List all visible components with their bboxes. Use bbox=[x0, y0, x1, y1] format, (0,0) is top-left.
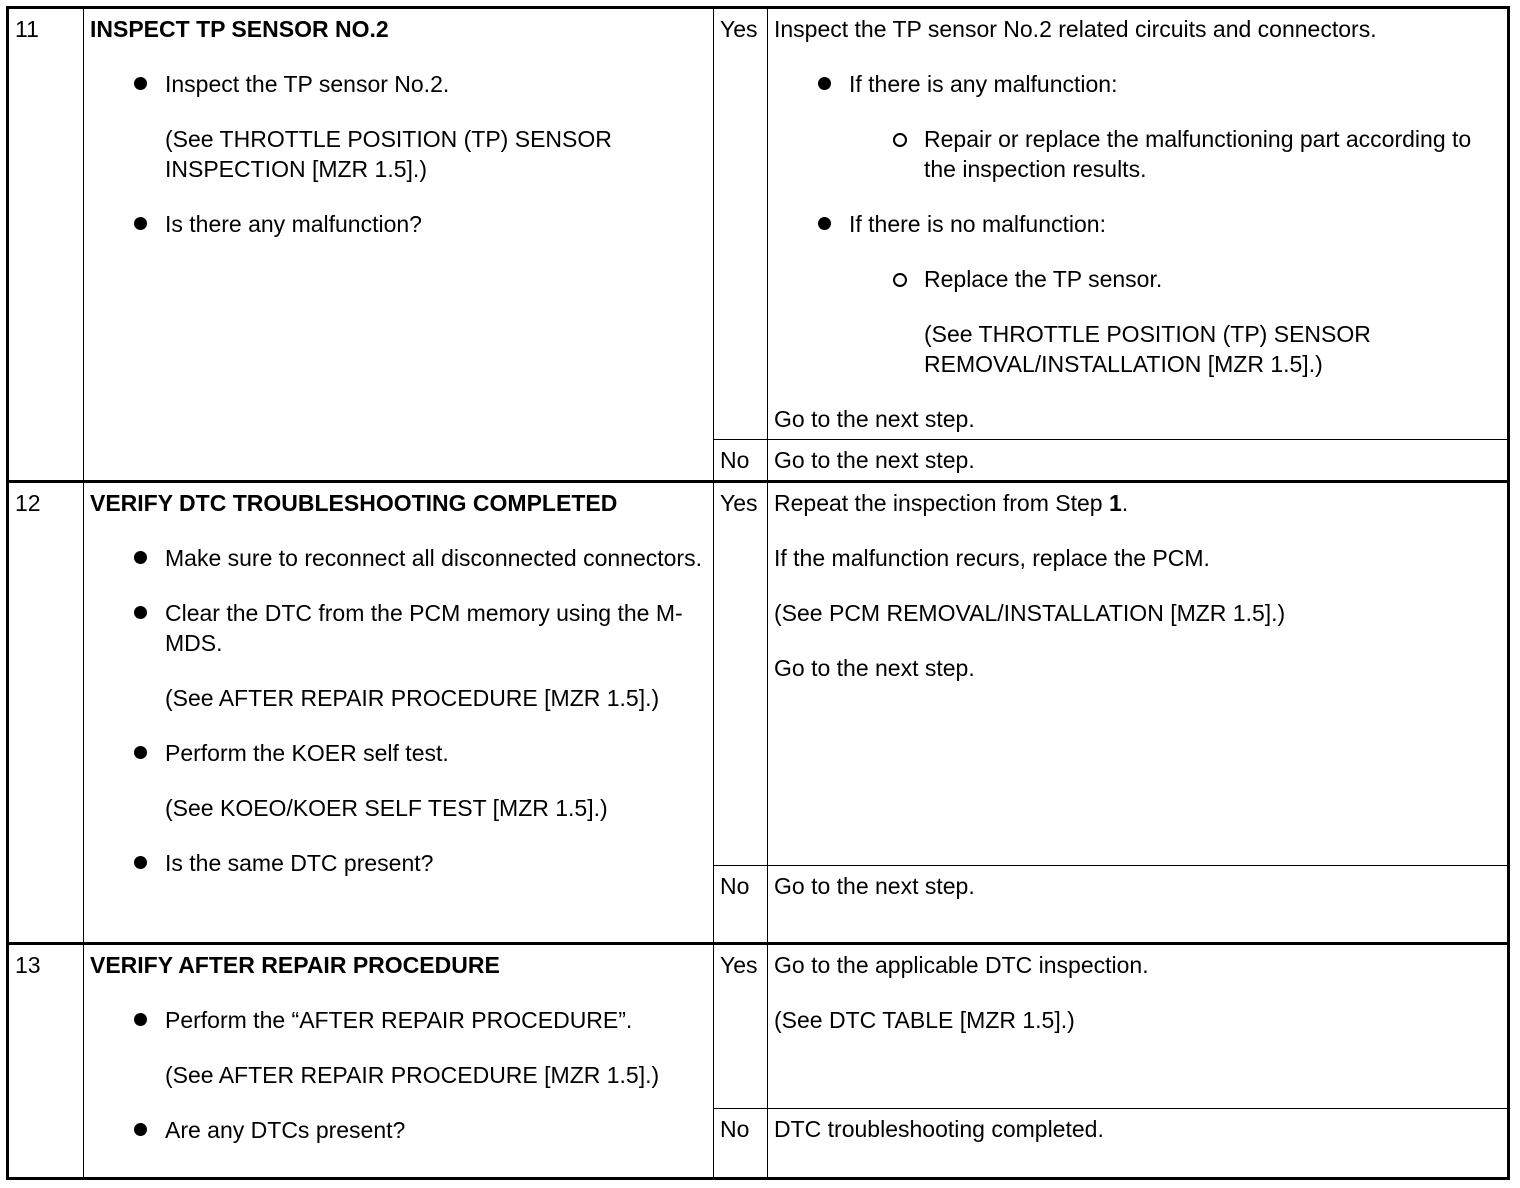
sub-list-item: Replace the TP sensor. bbox=[774, 264, 1501, 294]
list-item: Inspect the TP sensor No.2. bbox=[90, 69, 707, 99]
no-label: No bbox=[714, 440, 768, 482]
yes-label: Yes bbox=[714, 482, 768, 866]
no-action: Go to the next step. bbox=[768, 440, 1509, 482]
circle-bullet-icon bbox=[893, 273, 907, 287]
bullet-icon bbox=[134, 746, 147, 759]
sub-list-item: Repair or replace the malfunctioning part according to the inspection results. bbox=[774, 124, 1501, 184]
bullet-icon bbox=[134, 217, 147, 230]
step-row bbox=[8, 482, 1509, 866]
step-number: 11 bbox=[8, 8, 84, 482]
no-action: Go to the next step. bbox=[768, 866, 1509, 944]
step-number: 12 bbox=[8, 482, 84, 944]
list-item: Make sure to reconnect all disconnected connectors. bbox=[90, 543, 707, 573]
list-item: Perform the “AFTER REPAIR PROCEDURE”. bbox=[90, 1005, 707, 1035]
yes-action: Go to the applicable DTC inspection. (See DTC TABLE [MZR 1.5].) bbox=[768, 944, 1509, 1109]
yes-action: Inspect the TP sensor No.2 related circuits and connectors. If there is any malfunction: Repair or replace the malfunctioning part according to the inspection results. If there is no malfunction: Replace the TP sensor. (See THROTTLE POSITION (TP) SENSOR REMOVAL/INSTALLATION [MZR 1.5].) Go to the next step. bbox=[768, 8, 1509, 440]
reference-text: (See AFTER REPAIR PROCEDURE [MZR 1.5].) bbox=[165, 1062, 660, 1088]
list-item: Is there any malfunction? bbox=[90, 209, 707, 239]
bullet-icon bbox=[134, 1123, 147, 1136]
bullet-icon bbox=[134, 856, 147, 869]
bullet-icon bbox=[134, 77, 147, 90]
no-action: DTC troubleshooting completed. bbox=[768, 1109, 1509, 1179]
step-title: VERIFY DTC TROUBLESHOOTING COMPLETED bbox=[90, 490, 618, 516]
yes-label: Yes bbox=[714, 8, 768, 440]
no-label: No bbox=[714, 1109, 768, 1179]
yes-action: Repeat the inspection from Step 1. If the malfunction recurs, replace the PCM. (See PCM REMOVAL/INSTALLATION [MZR 1.5].) Go to the next step. bbox=[768, 482, 1509, 866]
bullet-icon bbox=[818, 77, 831, 90]
step-row bbox=[8, 8, 1509, 440]
reference-text: (See KOEO/KOER SELF TEST [MZR 1.5].) bbox=[165, 795, 608, 821]
yes-label: Yes bbox=[714, 944, 768, 1109]
bullet-icon bbox=[134, 551, 147, 564]
circle-bullet-icon bbox=[893, 133, 907, 147]
list-item: Are any DTCs present? bbox=[90, 1115, 707, 1145]
reference-text: (See THROTTLE POSITION (TP) SENSOR INSPECTION [MZR 1.5].) bbox=[165, 126, 612, 182]
step-link: 1 bbox=[1108, 490, 1122, 516]
list-item: Perform the KOER self test. bbox=[90, 738, 707, 768]
bullet-icon bbox=[134, 606, 147, 619]
step-title: INSPECT TP SENSOR NO.2 bbox=[90, 16, 389, 42]
troubleshooting-table bbox=[6, 6, 1510, 1180]
step-description bbox=[84, 8, 714, 482]
step-title: VERIFY AFTER REPAIR PROCEDURE bbox=[90, 952, 500, 978]
list-item: Is the same DTC present? bbox=[90, 848, 707, 878]
step-number: 13 bbox=[8, 944, 84, 1179]
reference-text: (See AFTER REPAIR PROCEDURE [MZR 1.5].) bbox=[165, 685, 660, 711]
reference-text: (See THROTTLE POSITION (TP) SENSOR REMOVAL/INSTALLATION [MZR 1.5].) bbox=[924, 321, 1371, 377]
list-item: If there is any malfunction: bbox=[774, 69, 1501, 99]
no-label: No bbox=[714, 866, 768, 944]
reference-text: (See PCM REMOVAL/INSTALLATION [MZR 1.5].) bbox=[774, 600, 1286, 626]
step-row bbox=[8, 944, 1509, 1109]
list-item: Clear the DTC from the PCM memory using the M-MDS. bbox=[90, 598, 707, 658]
bullet-icon bbox=[134, 1013, 147, 1026]
bullet-icon bbox=[818, 217, 831, 230]
list-item: If there is no malfunction: bbox=[774, 209, 1501, 239]
step-description bbox=[84, 944, 714, 1179]
step-description bbox=[84, 482, 714, 944]
reference-text: (See DTC TABLE [MZR 1.5].) bbox=[774, 1007, 1075, 1033]
